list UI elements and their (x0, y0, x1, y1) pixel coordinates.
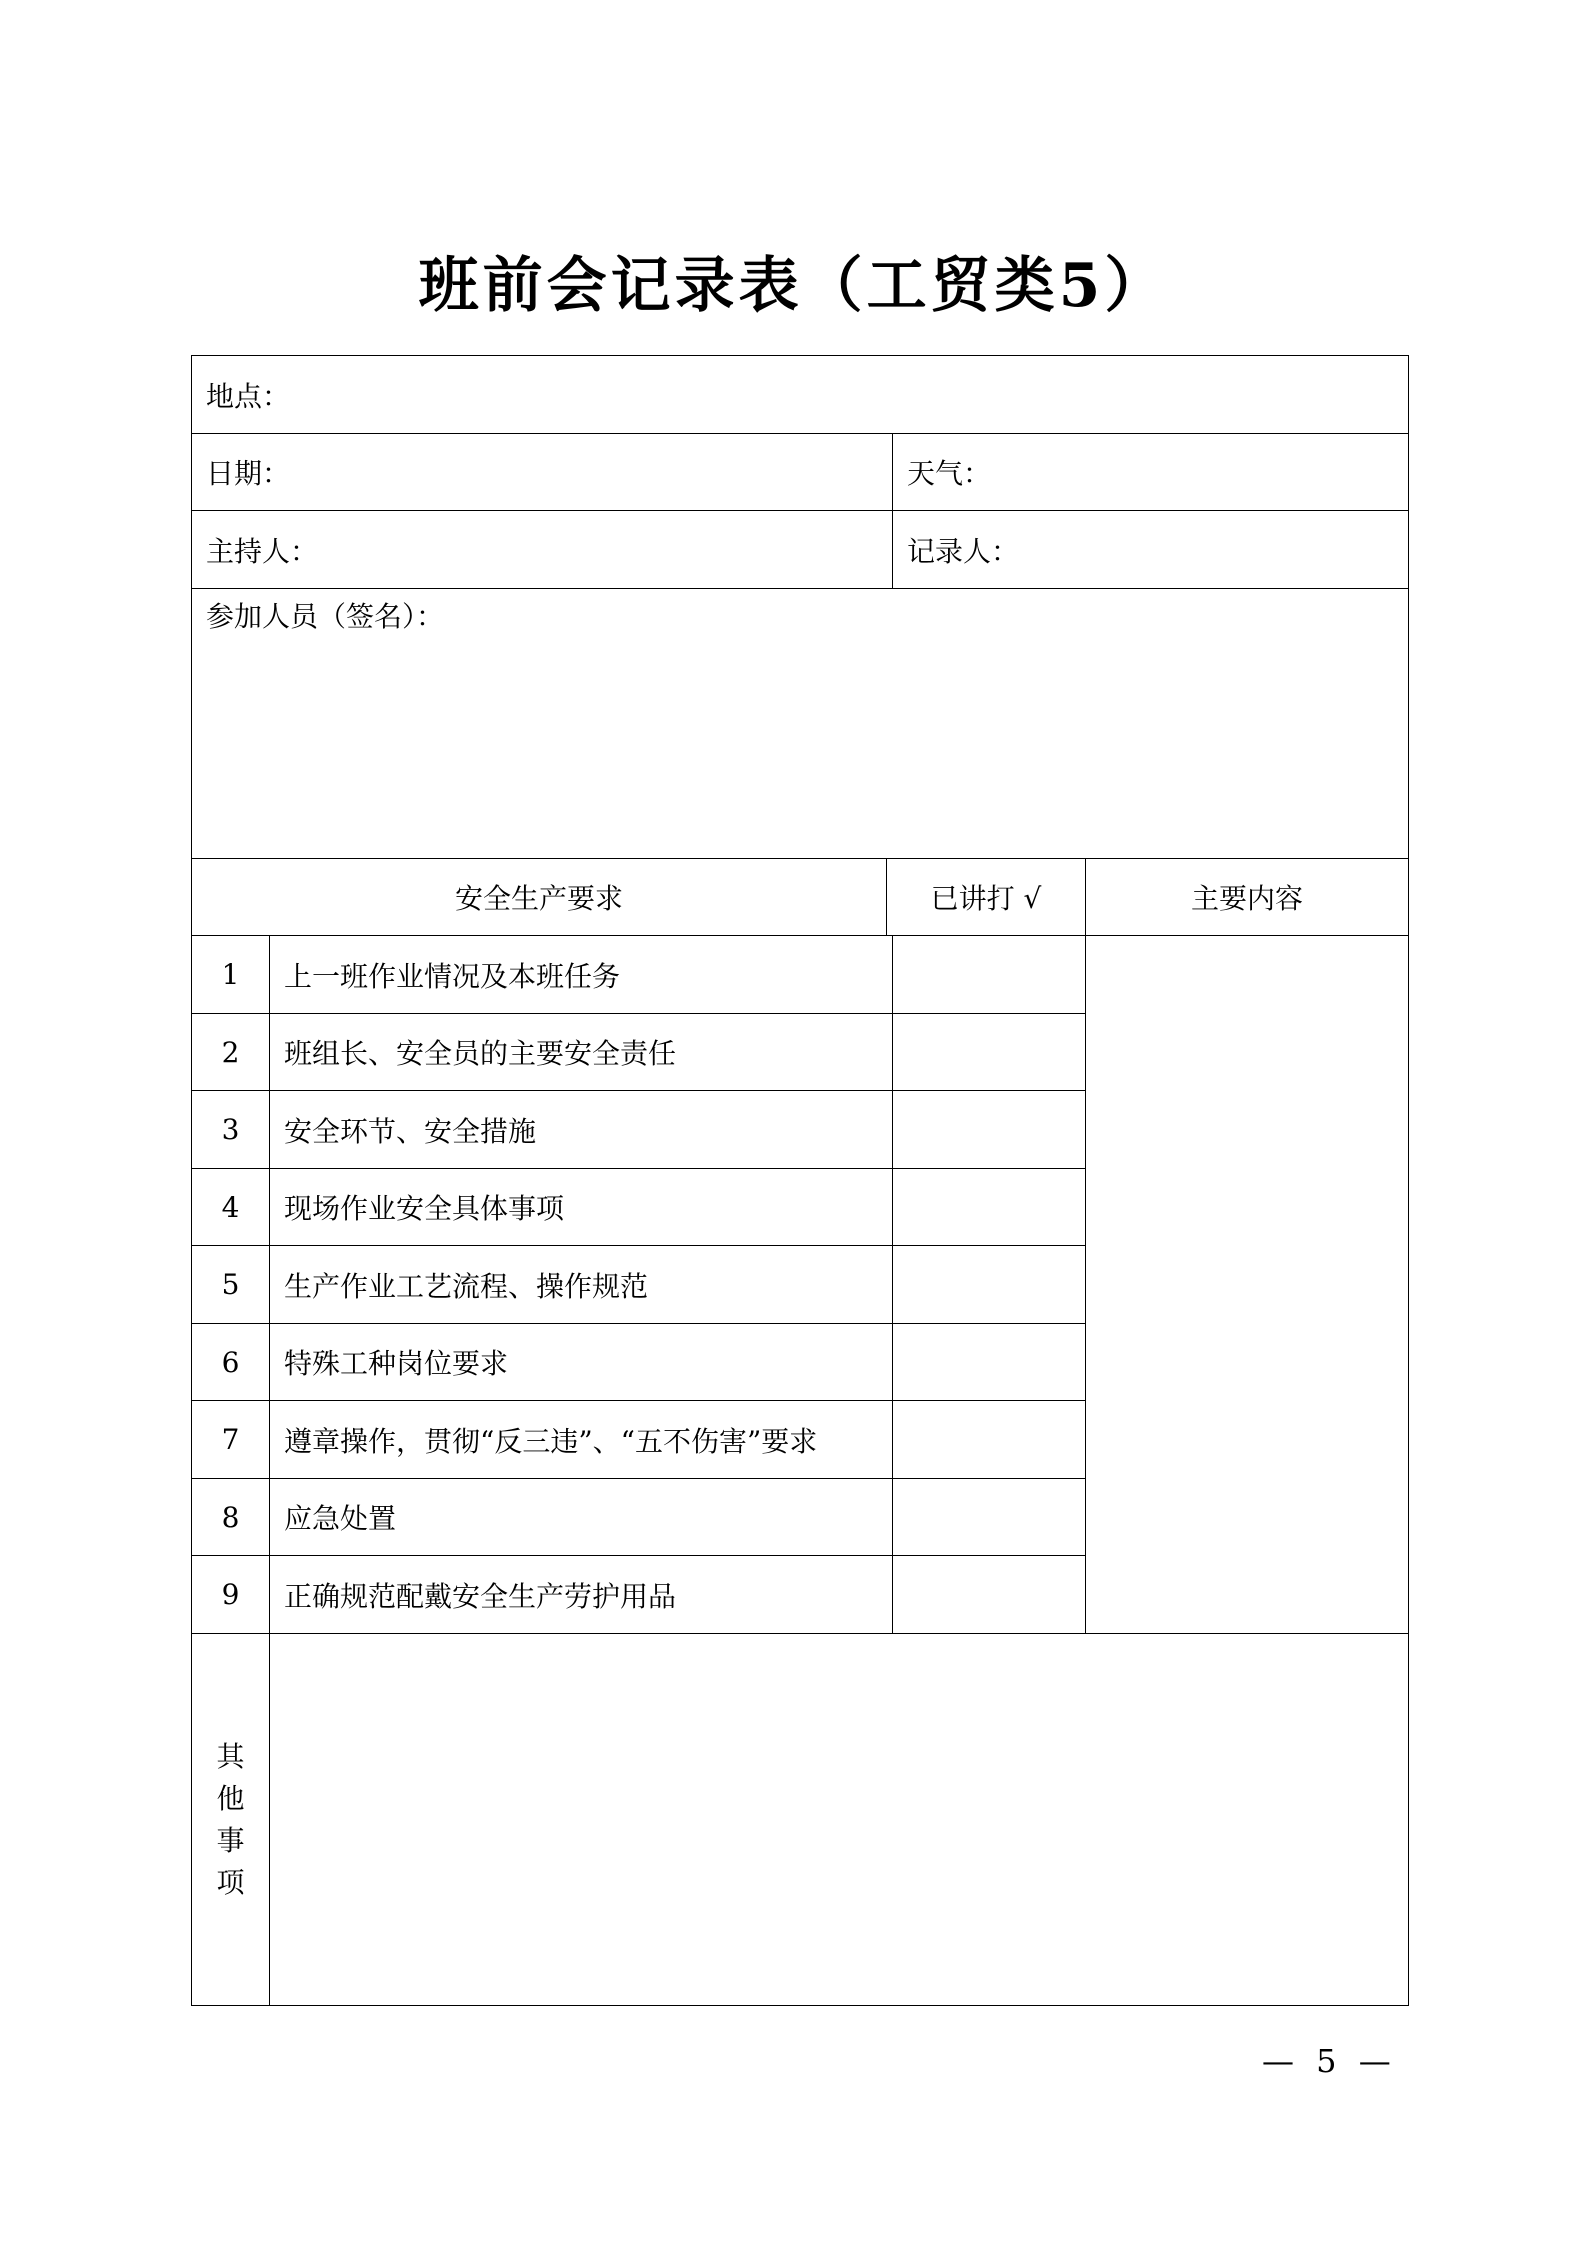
page-number: — 5 — (1262, 2042, 1397, 2080)
other-matters-char: 他 (216, 1781, 245, 1815)
other-matters-field[interactable] (270, 1634, 1409, 2006)
item-number: 5 (192, 1246, 270, 1324)
host-recorder-row (192, 511, 1409, 589)
item-number: 8 (192, 1479, 270, 1556)
item-number: 4 (192, 1169, 270, 1246)
participants-label: 参加人员（签名）： (206, 600, 445, 633)
other-matters-row (192, 1634, 1409, 2006)
item-number: 6 (192, 1324, 270, 1401)
checked-cell[interactable] (893, 1246, 1086, 1324)
weather-field[interactable] (893, 434, 1409, 511)
item-text: 现场作业安全具体事项 (270, 1169, 893, 1246)
location-field[interactable] (192, 356, 1409, 434)
checked-cell[interactable] (893, 1091, 1086, 1169)
item-text: 班组长、安全员的主要安全责任 (270, 1014, 893, 1091)
checked-cell[interactable] (893, 1401, 1086, 1479)
checked-cell[interactable] (893, 1556, 1086, 1634)
date-field[interactable] (192, 434, 893, 511)
checked-cell[interactable] (893, 1324, 1086, 1401)
host-label: 主持人： (206, 534, 319, 568)
item-text: 生产作业工艺流程、操作规范 (270, 1246, 893, 1324)
checked-cell[interactable] (893, 1169, 1086, 1246)
item-text: 安全环节、安全措施 (270, 1091, 893, 1169)
item-number: 7 (192, 1401, 270, 1479)
checked-cell[interactable] (893, 1479, 1086, 1556)
location-label: 地点： (206, 379, 291, 413)
weather-label: 天气： (907, 457, 992, 490)
content-header: 主要内容 (1086, 859, 1409, 936)
table-row (192, 936, 1409, 1014)
item-number: 3 (192, 1091, 270, 1169)
checked-cell[interactable] (893, 1014, 1086, 1091)
item-number: 9 (192, 1556, 270, 1634)
item-text: 遵章操作，贯彻“反三违”、“五不伤害”要求 (270, 1401, 893, 1479)
recorder-label: 记录人： (907, 534, 1020, 568)
item-number: 2 (192, 1014, 270, 1091)
table-header-row (192, 859, 1409, 936)
recorder-field[interactable] (893, 511, 1409, 589)
checked-cell[interactable] (893, 936, 1086, 1014)
page-title: 班前会记录表（工贸类5） (418, 251, 1169, 321)
item-number: 1 (192, 936, 270, 1014)
location-row (192, 356, 1409, 434)
other-matters-label (192, 1634, 270, 2006)
date-label: 日期： (206, 457, 291, 490)
meeting-record-table (191, 355, 1409, 2006)
checked-header: 已讲打 √ (887, 859, 1086, 936)
participants-field[interactable] (192, 589, 1409, 859)
other-matters-char: 事 (216, 1823, 245, 1857)
other-matters-char: 其 (216, 1739, 245, 1773)
participants-row (192, 589, 1409, 859)
host-field[interactable] (192, 511, 893, 589)
other-matters-char: 项 (216, 1865, 245, 1899)
date-weather-row (192, 434, 1409, 511)
item-text: 上一班作业情况及本班任务 (270, 936, 893, 1014)
requirements-header: 安全生产要求 (192, 859, 887, 936)
main-content-cell[interactable] (1086, 936, 1409, 1634)
item-text: 正确规范配戴安全生产劳护用品 (270, 1556, 893, 1634)
item-text: 特殊工种岗位要求 (270, 1324, 893, 1401)
item-text: 应急处置 (270, 1479, 893, 1556)
